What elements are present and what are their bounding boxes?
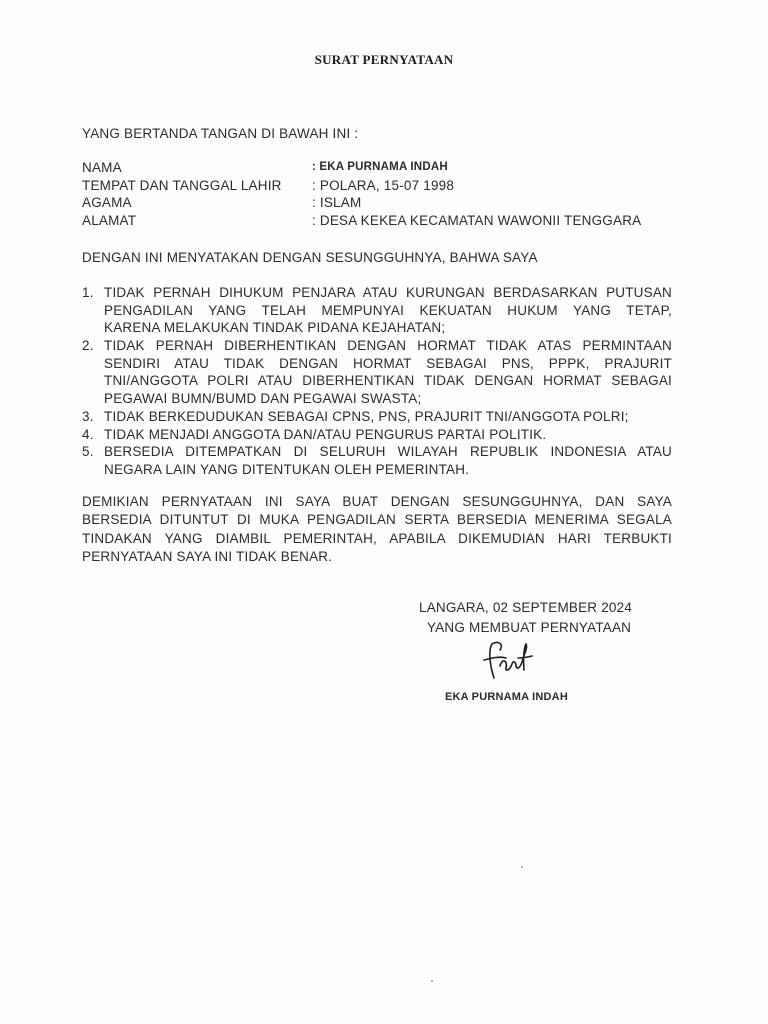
list-item-line: TIDAK PERNAH DIHUKUM PENJARA ATAU KURUNGAN BERDASARKAN PUTUSAN (104, 285, 672, 300)
list-item (82, 444, 672, 479)
list-item-number: 3. (82, 408, 94, 424)
identity-row-name (82, 160, 682, 178)
list-item-line: PEGAWAI BUMN/BUMD DAN PEGAWAI SWASTA; (104, 391, 422, 407)
signature-icon (478, 636, 538, 684)
maker-label: YANG MEMBUAT PERNYATAAN (427, 620, 632, 635)
closing-paragraph (82, 494, 672, 567)
list-item-number: 4. (82, 426, 94, 442)
list-item-line: TNI/ANGGOTA POLRI ATAU DIBERHENTIKAN TIDAK DENGAN HORMAT SEBAGAI (104, 373, 672, 389)
identity-row-birth (82, 178, 682, 196)
list-item-line: PENGADILAN YANG TELAH MEMPUNYAI KEKUATAN HUKUM YANG TETAP, (104, 302, 672, 318)
identity-label: ALAMAT (82, 212, 137, 228)
list-item-line: NEGARA LAIN YANG DITENTUKAN OLEH PEMERINTAH. (104, 461, 470, 477)
closing-line: TINDAKAN YANG DIAMBIL PEMERINTAH, APABILA DIKEMUDIAN HARI TERBUKTI (82, 530, 672, 546)
identity-row-religion (82, 195, 682, 213)
identity-label: AGAMA (82, 195, 132, 210)
list-item (82, 409, 672, 427)
scan-speck (431, 980, 433, 982)
scan-speck (521, 866, 523, 868)
signer-name: EKA PURNAMA INDAH (445, 691, 568, 703)
identity-value: : POLARA, 15-07 1998 (312, 177, 455, 193)
list-item-number: 2. (82, 338, 94, 354)
place-date: LANGARA, 02 SEPTEMBER 2024 (419, 600, 633, 615)
identity-value: : EKA PURNAMA INDAH (312, 161, 448, 173)
list-item-line: BERSEDIA DITEMPATKAN DI SELURUH WILAYAH REPUBLIK INDONESIA ATAU (104, 444, 672, 460)
statement-line: DENGAN INI MENYATAKAN DENGAN SESUNGGUHNYA, BAHWA SAYA (82, 250, 538, 265)
identity-block (82, 160, 682, 230)
closing-line: PERNYATAAN SAYA INI TIDAK BENAR. (82, 548, 333, 564)
statement-list (82, 285, 672, 480)
identity-label: NAMA (82, 160, 122, 175)
list-item-number: 1. (82, 285, 94, 300)
identity-label: TEMPAT DAN TANGGAL LAHIR (82, 177, 282, 193)
list-item-line: TIDAK BERKEDUDUKAN SEBAGAI CPNS, PNS, PRAJURIT TNI/ANGGOTA POLRI; (104, 408, 629, 424)
list-item (82, 338, 672, 409)
identity-value: : ISLAM (312, 195, 362, 210)
identity-value: : DESA KEKEA KECAMATAN WAWONII TENGGARA (312, 212, 642, 228)
closing-line: DEMIKIAN PERNYATAAN INI SAYA BUAT DENGAN SESUNGGUHNYA, DAN SAYA (82, 494, 672, 509)
list-item (82, 427, 672, 445)
identity-row-address (82, 213, 682, 231)
list-item-line: TIDAK MENJADI ANGGOTA DAN/ATAU PENGURUS PARTAI POLITIK. (104, 426, 547, 442)
list-item (82, 285, 672, 338)
document-title: SURAT PERNYATAAN (314, 52, 454, 67)
closing-line: BERSEDIA DITUNTUT DI MUKA PENGADILAN SERTA BERSEDIA MENERIMA SEGALA (82, 512, 672, 528)
list-item-line: KARENA MELAKUKAN TINDAK PIDANA KEJAHATAN; (104, 320, 446, 336)
intro-line: YANG BERTANDA TANGAN DI BAWAH INI : (82, 126, 359, 141)
list-item-line: TIDAK PERNAH DIBERHENTIKAN DENGAN HORMAT TIDAK ATAS PERMINTAAN (104, 338, 672, 354)
list-item-number: 5. (82, 444, 94, 460)
list-item-line: SENDIRI ATAU TIDAK DENGAN HORMAT SEBAGAI PNS, PPPK, PRAJURIT (104, 355, 672, 371)
